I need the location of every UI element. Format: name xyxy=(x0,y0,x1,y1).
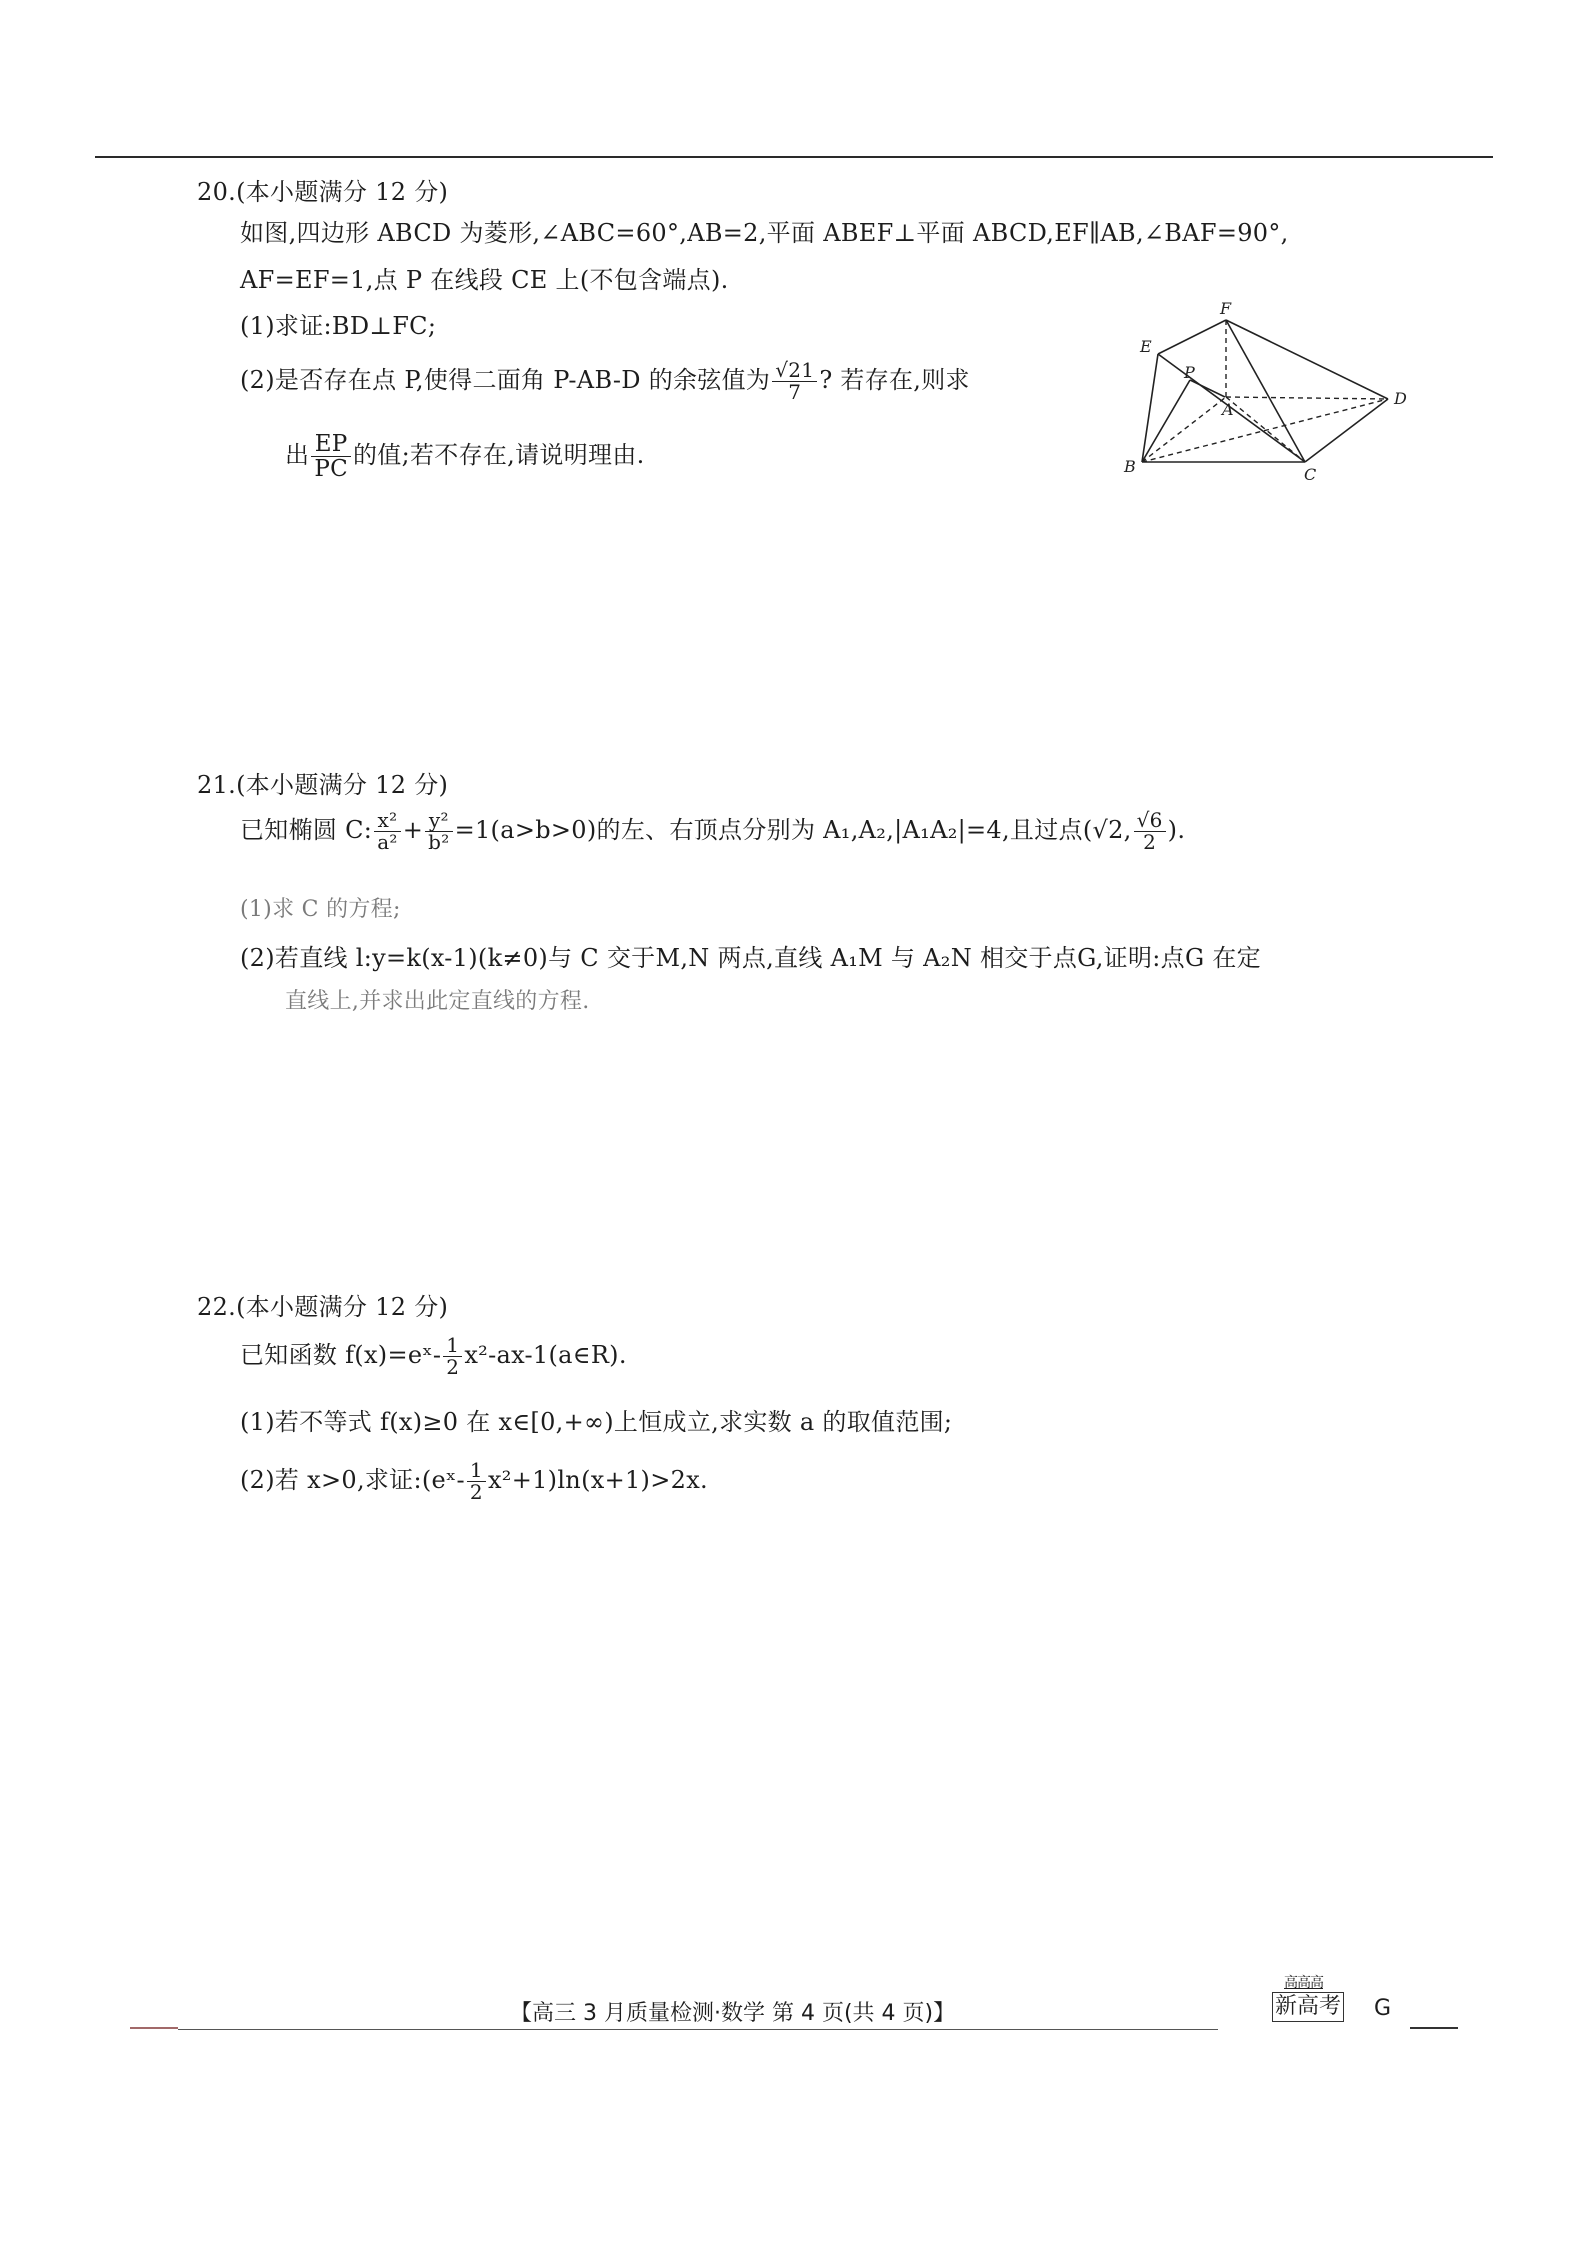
q2-half-denominator: 2 xyxy=(469,1480,483,1504)
footer-rule-left xyxy=(130,2027,178,2029)
ratio-fraction xyxy=(311,432,351,481)
x-fraction xyxy=(374,810,401,853)
problem-22-question-1: (1)若不等式 f(x)≥0 在 x∈[0,+∞)上恒成立,求实数 a 的取值范围; xyxy=(240,1408,953,1436)
problem-20-question-2 xyxy=(240,360,970,403)
p22-q2-text-a: (2)若 x>0,求证:(eˣ- xyxy=(240,1466,465,1494)
point-denominator: 2 xyxy=(1143,830,1157,854)
label-B: B xyxy=(1124,457,1136,476)
q2-text-a: (2)是否存在点 P,使得二面角 P-AB-D 的余弦值为 xyxy=(240,366,771,394)
y-numerator: y² xyxy=(425,810,452,832)
problem-20-statement-line1: 如图,四边形 ABCD 为菱形,∠ABC=60°,AB=2,平面 ABEF⊥平面 ABCD,EF∥AB,∠BAF=90°, xyxy=(240,219,1289,247)
problem-22-statement xyxy=(240,1335,627,1378)
publisher-logo xyxy=(1272,1972,1362,2028)
y-denominator: b² xyxy=(428,830,450,854)
geometry-figure xyxy=(1120,299,1410,484)
label-F: F xyxy=(1220,299,1232,318)
edge-AC xyxy=(1226,397,1305,462)
ratio-denominator: PC xyxy=(314,456,348,483)
problem-22-heading: 22.(本小题满分 12 分) xyxy=(197,1293,449,1321)
problem-21-question-1: (1)求 C 的方程; xyxy=(240,897,401,922)
q2-half-numerator: 1 xyxy=(467,1460,486,1482)
problem-21-statement xyxy=(240,810,1185,853)
p21-text-b: =1(a>b>0)的左、右顶点分别为 A₁,A₂,|A₁A₂|=4,且过点 xyxy=(454,816,1083,844)
edge-PA xyxy=(1190,380,1225,397)
cosine-numerator: √21 xyxy=(772,360,817,382)
p22-text-b: x²-ax-1(a∈R). xyxy=(464,1341,627,1369)
half-fraction xyxy=(443,1335,462,1378)
problem-22-question-2 xyxy=(240,1460,708,1503)
label-E: E xyxy=(1140,337,1152,356)
edge-CD xyxy=(1305,399,1388,462)
label-A: A xyxy=(1222,400,1234,419)
point-end: ). xyxy=(1167,816,1186,844)
label-C: C xyxy=(1304,465,1317,484)
problem-20-statement-line2: AF=EF=1,点 P 在线段 CE 上(不包含端点). xyxy=(240,266,729,294)
y-fraction xyxy=(425,810,452,853)
footer-rule-right xyxy=(1410,2027,1458,2029)
edge-BA xyxy=(1142,397,1226,462)
solid-figure-svg xyxy=(1120,299,1410,484)
x-numerator: x² xyxy=(374,810,401,832)
cosine-denominator: 7 xyxy=(788,380,802,404)
problem-20-question-1: (1)求证:BD⊥FC; xyxy=(240,312,437,340)
edge-FC xyxy=(1226,320,1305,462)
cosine-fraction xyxy=(772,360,817,403)
edge-AD xyxy=(1226,397,1388,399)
p21-text-a: 已知椭圆 C: xyxy=(240,816,373,844)
label-D: D xyxy=(1394,389,1407,408)
q2-text-c: 出 xyxy=(285,441,310,470)
logo-top-text: 高高高 xyxy=(1284,1975,1323,1991)
edge-FD xyxy=(1226,320,1388,399)
plus-sign: + xyxy=(402,816,424,844)
q2-text-b: ? 若存在,则求 xyxy=(819,366,970,394)
edge-EF xyxy=(1158,320,1226,354)
half-denominator: 2 xyxy=(446,1355,460,1379)
page-footer: 【高三 3 月质量检测·数学 第 4 页(共 4 页)】 xyxy=(510,2001,956,2026)
label-P: P xyxy=(1184,363,1195,382)
edge-BD xyxy=(1142,399,1388,462)
point-numerator: √6 xyxy=(1134,810,1166,832)
ratio-numerator: EP xyxy=(311,432,351,457)
q2-half-fraction xyxy=(467,1460,486,1503)
top-rule xyxy=(95,156,1493,158)
problem-21-question-2-cont: 直线上,并求出此定直线的方程. xyxy=(285,989,590,1014)
point-start: (√2, xyxy=(1082,816,1132,844)
point-fraction xyxy=(1134,810,1166,853)
logo-letter: G xyxy=(1374,1996,1392,2021)
p22-q2-text-b: x²+1)ln(x+1)>2x. xyxy=(487,1466,708,1494)
footer-rule xyxy=(178,2029,1218,2030)
q2-text-d: 的值;若不存在,请说明理由. xyxy=(353,441,645,470)
p22-text-a: 已知函数 f(x)=eˣ- xyxy=(240,1341,442,1369)
problem-20-question-2-cont xyxy=(285,432,645,481)
problem-21-question-2: (2)若直线 l:y=k(x-1)(k≠0)与 C 交于M,N 两点,直线 A₁M 与 A₂N 相交于点G,证明:点G 在定 xyxy=(240,944,1261,972)
problem-21-heading: 21.(本小题满分 12 分) xyxy=(197,771,449,799)
edge-BE xyxy=(1142,354,1158,462)
problem-20-heading: 20.(本小题满分 12 分) xyxy=(197,178,449,206)
half-numerator: 1 xyxy=(443,1335,462,1357)
x-denominator: a² xyxy=(377,830,398,854)
logo-box-text: 新高考 xyxy=(1272,1992,1344,2022)
edge-BP xyxy=(1142,380,1190,462)
